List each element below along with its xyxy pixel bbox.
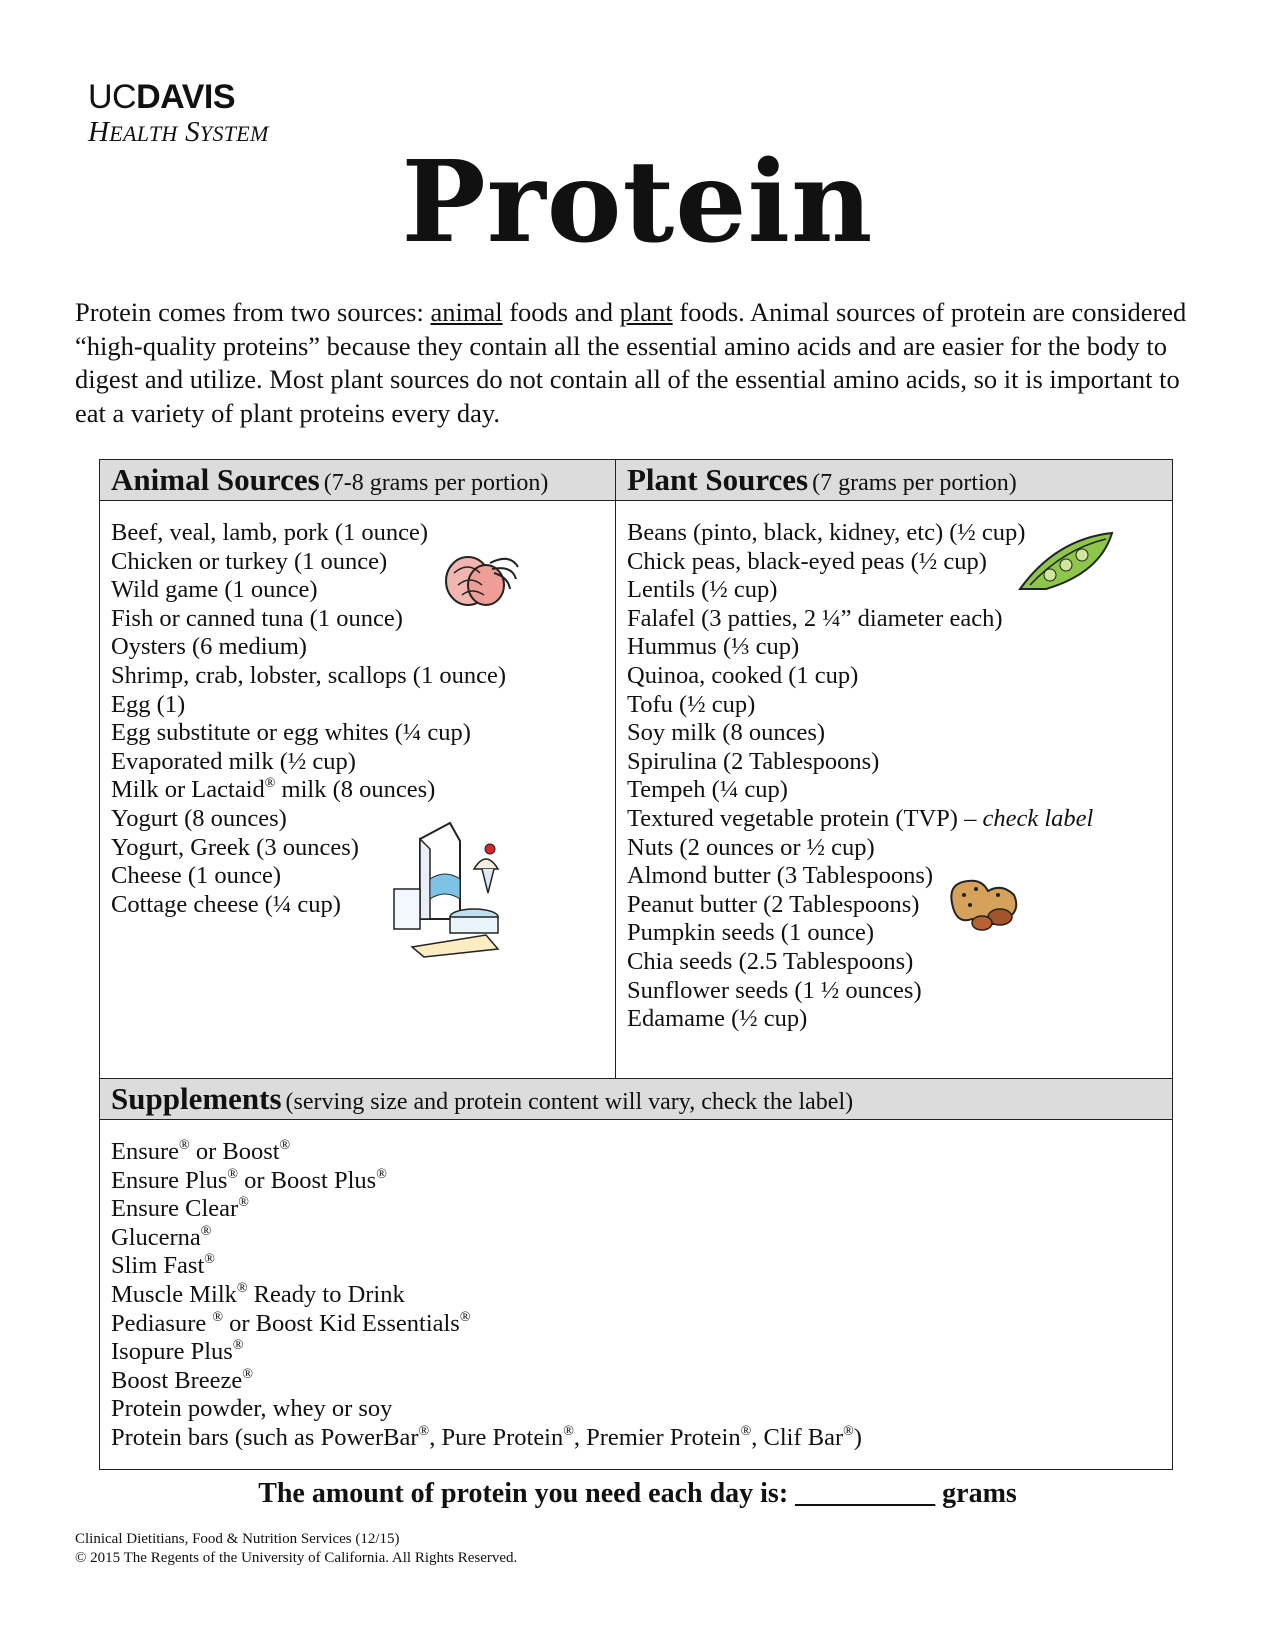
page-title: Protein [401, 137, 874, 268]
list-item: Quinoa, cooked (1 cup) [627, 661, 859, 689]
list-item: Falafel (3 patties, 2 ¼” diameter each) [627, 604, 1003, 632]
list-item: Wild game (1 ounce) [111, 576, 318, 604]
list-item: Cottage cheese (¼ cup) [111, 890, 341, 918]
list-item: Glucerna® [111, 1223, 212, 1251]
footer [75, 1530, 517, 1568]
list-item: Protein bars (such as PowerBar®, Pure Protein®, Premier Protein®, Clif Bar®) [111, 1423, 862, 1451]
list-item: Chick peas, black-eyed peas (½ cup) [627, 547, 987, 575]
list-item: Tempeh (¼ cup) [627, 776, 788, 804]
plant-sources-list [616, 501, 1173, 1079]
list-item: Sunflower seeds (1 ½ ounces) [627, 976, 922, 1004]
animal-underline: animal [430, 297, 503, 327]
list-item: Yogurt, Greek (3 ounces) [111, 833, 359, 861]
list-item: Egg (1) [111, 690, 186, 718]
list-item: Soy milk (8 ounces) [627, 719, 826, 747]
list-item: Boost Breeze® [111, 1366, 253, 1394]
list-item: Muscle Milk® Ready to Drink [111, 1280, 405, 1308]
list-item: Peanut butter (2 Tablespoons) [627, 890, 920, 918]
footer-credit: Clinical Dietitians, Food & Nutrition Services (12/15) [75, 1531, 400, 1547]
footer-copyright: © 2015 The Regents of the University of California. All Rights Reserved. [75, 1550, 518, 1566]
shrimp-icon [440, 543, 520, 613]
list-item: Edamame (½ cup) [627, 1005, 808, 1033]
list-item: Protein powder, whey or soy [111, 1395, 393, 1423]
protein-sources-table [99, 459, 1173, 1470]
list-item: Yogurt (8 ounces) [111, 804, 287, 832]
animal-sources-list [100, 501, 616, 1079]
list-item: Chicken or turkey (1 ounce) [111, 547, 388, 575]
list-item: Pumpkin seeds (1 ounce) [627, 919, 874, 947]
list-item: Slim Fast® [111, 1252, 215, 1280]
list-item: Pediasure ® or Boost Kid Essentials® [111, 1309, 471, 1337]
pea-pod-icon [1016, 529, 1116, 595]
logo-ucdavis: UCDAVIS [88, 78, 235, 116]
list-item: Textured vegetable protein (TVP) – check label [627, 804, 1094, 832]
list-item: Beef, veal, lamb, pork (1 ounce) [111, 519, 429, 546]
daily-protein-need: The amount of protein you need each day is: __________ grams [258, 1478, 1017, 1509]
logo-health-system: HEALTH SYSTEM [88, 116, 269, 148]
list-item: Shrimp, crab, lobster, scallops (1 ounce) [111, 661, 507, 689]
plant-underline: plant [619, 297, 673, 327]
list-item: Beans (pinto, black, kidney, etc) (½ cup) [627, 519, 1026, 546]
list-item: Hummus (⅓ cup) [627, 633, 800, 661]
supplements-header: Supplements (serving size and protein content will vary, check the label) [100, 1079, 1173, 1120]
list-item: Ensure Plus® or Boost Plus® [111, 1166, 387, 1194]
list-item: Lentils (½ cup) [627, 576, 778, 604]
list-item: Fish or canned tuna (1 ounce) [111, 604, 403, 632]
list-item: Ensure® or Boost® [111, 1138, 291, 1165]
list-item: Milk or Lactaid® milk (8 ounces) [111, 776, 436, 804]
list-item: Ensure Clear® [111, 1195, 249, 1223]
list-item: Spirulina (2 Tablespoons) [627, 747, 880, 775]
plant-sources-header: Plant Sources (7 grams per portion) [616, 460, 1173, 501]
list-item: Isopure Plus® [111, 1338, 244, 1366]
list-item: Almond butter (3 Tablespoons) [627, 862, 934, 890]
list-item: Oysters (6 medium) [111, 633, 307, 661]
intro-paragraph: Protein comes from two sources: animal foods and plant foods. Animal sources of protein are considered “high-quality proteins” because they contain all the essential amino acids and are easier for the body to digest and utilize. Most plant sources do not contain all of the essential amino acids, so it is important to eat a variety of plant proteins every day. [75, 297, 1187, 428]
list-item: Egg substitute or egg whites (¼ cup) [111, 719, 471, 747]
list-item: Nuts (2 ounces or ½ cup) [627, 833, 875, 861]
list-item: Tofu (½ cup) [627, 690, 756, 718]
list-item: Evaporated milk (½ cup) [111, 747, 356, 775]
animal-sources-header: Animal Sources (7-8 grams per portion) [100, 460, 616, 501]
list-item: Chia seeds (2.5 Tablespoons) [627, 947, 914, 975]
list-item: Cheese (1 ounce) [111, 862, 282, 890]
peanut-icon [942, 873, 1022, 933]
supplements-list [100, 1120, 1173, 1470]
dairy-icon [390, 819, 514, 959]
